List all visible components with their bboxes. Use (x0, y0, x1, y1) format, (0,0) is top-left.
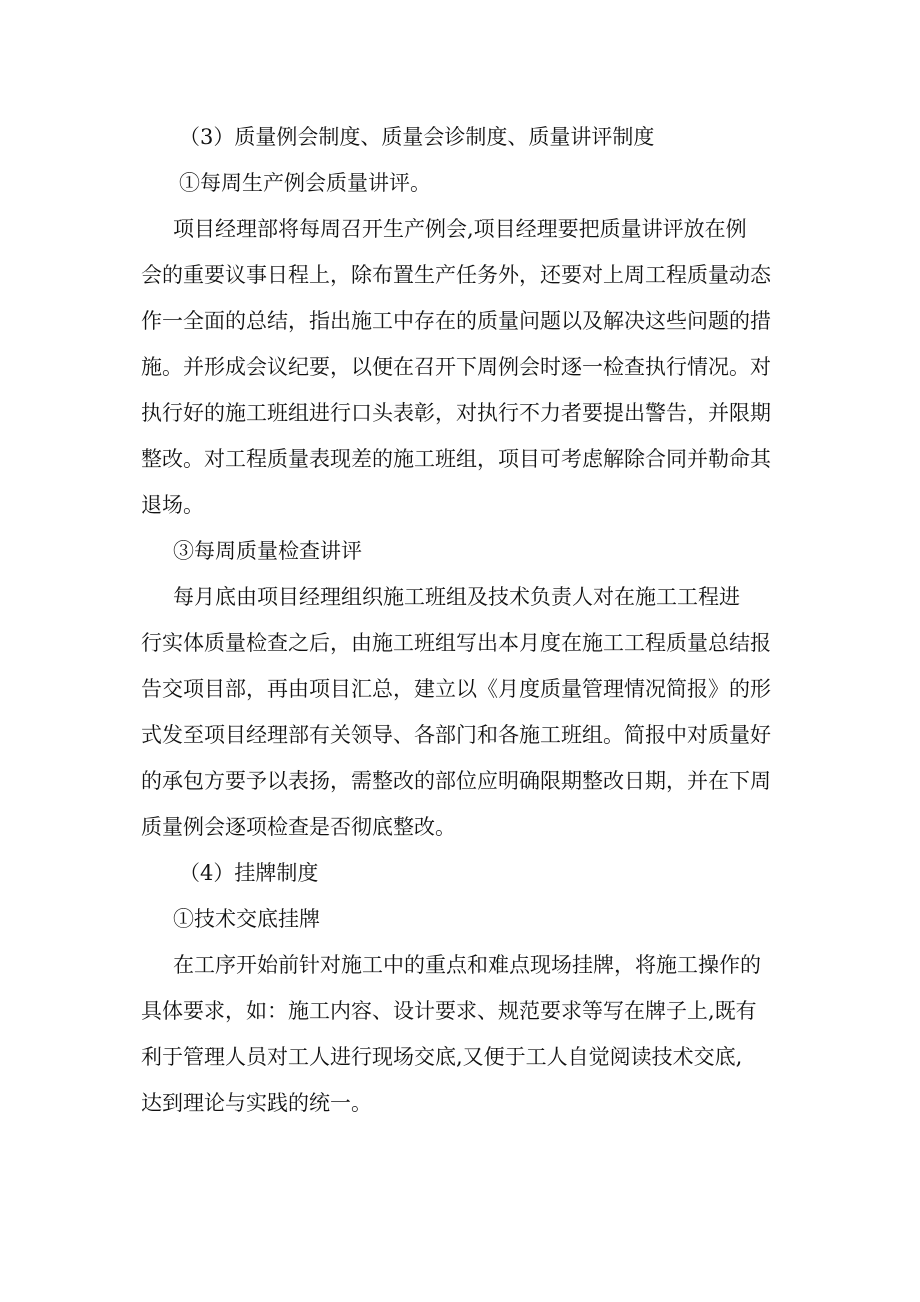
subsection-item-4-1: ①技术交底挂牌 (173, 907, 320, 931)
paragraph-line: 利于管理人员对工人进行现场交底,又便于工人自觉阅读技术交底, (141, 1045, 743, 1069)
section-heading-3: （3）质量例会制度、质量会诊制度、质量讲评制度 (179, 125, 655, 149)
paragraph-line: 质量例会逐项检查是否彻底整改。 (141, 815, 456, 839)
section-heading-4: （4）挂牌制度 (179, 861, 319, 885)
paragraph-line: 退场。 (141, 493, 204, 517)
paragraph-line: 达到理论与实践的统一。 (141, 1091, 372, 1115)
paragraph-line: 告交项目部，再由项目汇总，建立以《月度质量管理情况简报》的形 (141, 677, 771, 701)
paragraph-line: 行实体质量检查之后，由施工班组写出本月度在施工工程质量总结报 (141, 631, 771, 655)
paragraph-line: 执行好的施工班组进行口头表彰，对执行不力者要提出警告，并限期 (141, 401, 771, 425)
paragraph-line: 作一全面的总结，指出施工中存在的质量问题以及解决这些问题的措 (141, 309, 771, 333)
paragraph-line: 项目经理部将每周召开生产例会,项目经理要把质量讲评放在例 (173, 217, 747, 241)
subsection-item-3: ③每周质量检查讲评 (173, 539, 362, 563)
paragraph-monthly-check (141, 574, 781, 850)
paragraph-line: 在工序开始前针对施工中的重点和难点现场挂牌，将施工操作的 (173, 953, 761, 977)
paragraph-line: 具体要求，如：施工内容、设计要求、规范要求等写在牌子上,既有 (141, 999, 757, 1023)
paragraph-line: 施。并形成会议纪要，以便在召开下周例会时逐一检查执行情况。对 (141, 355, 771, 379)
paragraph-line: 每月底由项目经理组织施工班组及技术负责人对在施工工程进 (173, 585, 740, 609)
paragraph-line: 会的重要议事日程上，除布置生产任务外，还要对上周工程质量动态 (141, 263, 771, 287)
document-body (141, 114, 781, 1126)
paragraph-line: 整改。对工程质量表现差的施工班组，项目可考虑解除合同并勒命其 (141, 447, 771, 471)
paragraph-line: 式发至项目经理部有关领导、各部门和各施工班组。简报中对质量好 (141, 723, 771, 747)
paragraph-weekly-meeting (141, 206, 781, 528)
paragraph-tech-briefing (141, 942, 781, 1126)
paragraph-line: 的承包方要予以表扬，需整改的部位应明确限期整改日期，并在下周 (141, 769, 771, 793)
subsection-item-1: ①每周生产例会质量讲评。 (179, 171, 431, 195)
